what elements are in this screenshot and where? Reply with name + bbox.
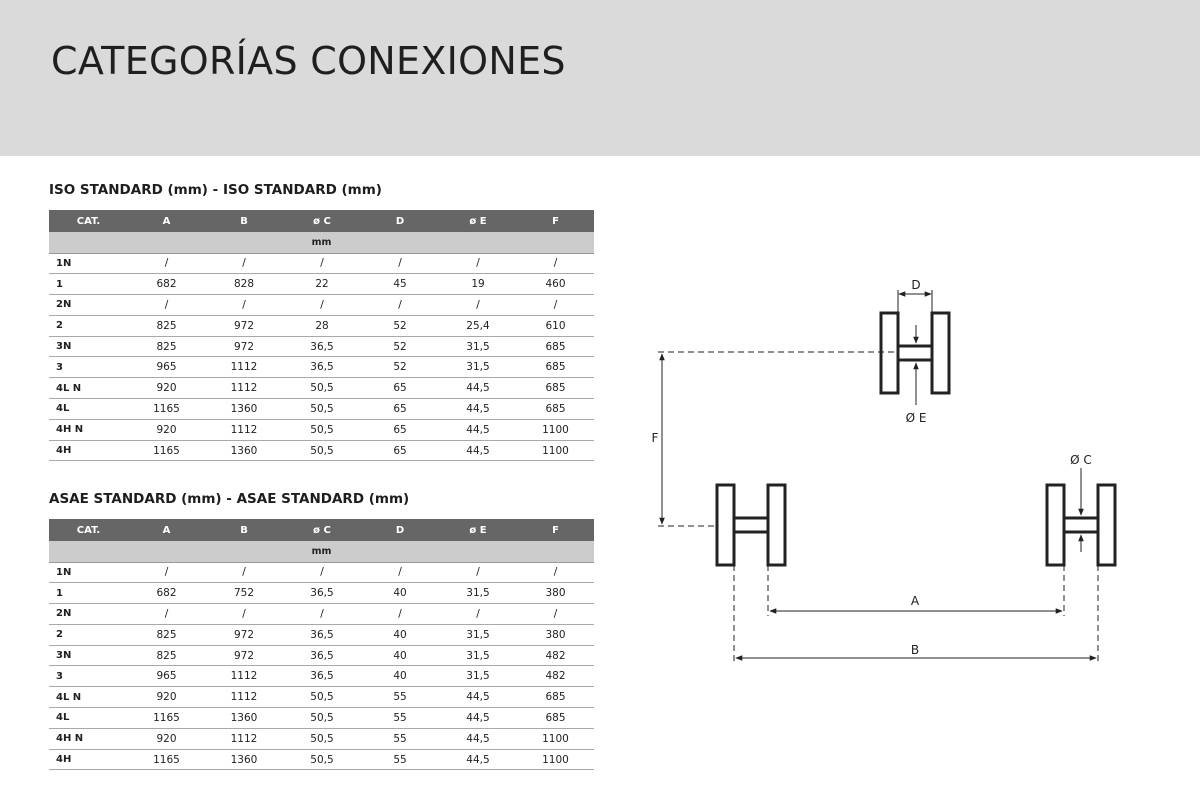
- value-cell: 40: [361, 645, 439, 666]
- value-cell: 828: [205, 274, 283, 295]
- category-cell: 4L: [49, 708, 128, 729]
- category-cell: 1N: [49, 253, 128, 274]
- top-right-pin: [932, 313, 949, 393]
- value-cell: /: [439, 604, 517, 625]
- value-cell: /: [283, 295, 361, 316]
- iso-header-row: [49, 210, 594, 232]
- value-cell: 40: [361, 624, 439, 645]
- value-cell: /: [439, 562, 517, 583]
- value-cell: 50,5: [283, 728, 361, 749]
- value-cell: 44,5: [439, 440, 517, 461]
- dimension-a-label: A: [910, 594, 920, 608]
- value-cell: 50,5: [283, 687, 361, 708]
- value-cell: 22: [283, 274, 361, 295]
- value-cell: 1165: [128, 708, 205, 729]
- top-pin-assembly: [881, 313, 949, 393]
- bottom-left-connector: [734, 518, 768, 532]
- bottom-right-inner-pin: [1047, 485, 1064, 565]
- value-cell: 44,5: [439, 749, 517, 770]
- value-cell: 31,5: [439, 583, 517, 604]
- top-left-pin: [881, 313, 898, 393]
- value-cell: 1112: [205, 378, 283, 399]
- dimension-d: [898, 290, 932, 313]
- value-cell: /: [128, 295, 205, 316]
- category-cell: 1N: [49, 562, 128, 583]
- category-cell: 4L: [49, 399, 128, 420]
- table-row: [49, 749, 594, 770]
- value-cell: 1100: [517, 419, 594, 440]
- asae-column-header: CAT.: [49, 519, 128, 541]
- value-cell: 19: [439, 274, 517, 295]
- bottom-left-pin-assembly: [717, 485, 785, 565]
- value-cell: 31,5: [439, 357, 517, 378]
- iso-unit-row: [49, 232, 594, 253]
- value-cell: /: [205, 295, 283, 316]
- value-cell: /: [283, 253, 361, 274]
- value-cell: 44,5: [439, 399, 517, 420]
- hitch-dimension-diagram: [640, 270, 1150, 680]
- category-cell: 2N: [49, 604, 128, 625]
- iso-unit-label: mm: [49, 232, 594, 253]
- category-cell: 2: [49, 624, 128, 645]
- value-cell: 1165: [128, 399, 205, 420]
- category-cell: 3N: [49, 336, 128, 357]
- value-cell: 65: [361, 399, 439, 420]
- value-cell: 40: [361, 666, 439, 687]
- value-cell: 50,5: [283, 749, 361, 770]
- value-cell: 1165: [128, 440, 205, 461]
- dimension-d-label: D: [911, 278, 921, 292]
- category-cell: 3: [49, 666, 128, 687]
- value-cell: 50,5: [283, 440, 361, 461]
- value-cell: 55: [361, 708, 439, 729]
- value-cell: 972: [205, 315, 283, 336]
- value-cell: 50,5: [283, 708, 361, 729]
- top-connector: [898, 346, 932, 360]
- value-cell: 45: [361, 274, 439, 295]
- table-row: [49, 253, 594, 274]
- value-cell: 920: [128, 728, 205, 749]
- iso-column-header: A: [128, 210, 205, 232]
- value-cell: /: [439, 253, 517, 274]
- value-cell: 825: [128, 336, 205, 357]
- value-cell: 685: [517, 708, 594, 729]
- value-cell: /: [361, 604, 439, 625]
- value-cell: 36,5: [283, 624, 361, 645]
- table-row: [49, 624, 594, 645]
- value-cell: /: [283, 604, 361, 625]
- bottom-right-outer-pin: [1098, 485, 1115, 565]
- dimension-b-label: B: [910, 643, 920, 657]
- value-cell: 1112: [205, 728, 283, 749]
- value-cell: 972: [205, 336, 283, 357]
- value-cell: /: [205, 604, 283, 625]
- category-cell: 1: [49, 583, 128, 604]
- value-cell: 55: [361, 728, 439, 749]
- table-row: [49, 378, 594, 399]
- iso-column-header: ø C: [283, 210, 361, 232]
- category-cell: 4L N: [49, 378, 128, 399]
- dimension-f-label: F: [651, 431, 659, 445]
- table-row: [49, 687, 594, 708]
- asae-header-row: [49, 519, 594, 541]
- value-cell: /: [517, 253, 594, 274]
- value-cell: 965: [128, 666, 205, 687]
- iso-column-header: F: [517, 210, 594, 232]
- value-cell: 52: [361, 315, 439, 336]
- table-row: [49, 645, 594, 666]
- value-cell: 31,5: [439, 645, 517, 666]
- value-cell: 825: [128, 645, 205, 666]
- value-cell: 65: [361, 419, 439, 440]
- value-cell: 31,5: [439, 624, 517, 645]
- value-cell: /: [439, 295, 517, 316]
- iso-column-header: D: [361, 210, 439, 232]
- value-cell: /: [517, 604, 594, 625]
- table-row: [49, 666, 594, 687]
- iso-column-header: CAT.: [49, 210, 128, 232]
- value-cell: /: [361, 253, 439, 274]
- iso-table-body: [49, 232, 594, 461]
- value-cell: 1100: [517, 440, 594, 461]
- value-cell: 1100: [517, 749, 594, 770]
- category-cell: 4L N: [49, 687, 128, 708]
- value-cell: 1360: [205, 399, 283, 420]
- asae-section: [49, 491, 594, 770]
- value-cell: 36,5: [283, 645, 361, 666]
- value-cell: 920: [128, 687, 205, 708]
- value-cell: 972: [205, 645, 283, 666]
- value-cell: 610: [517, 315, 594, 336]
- asae-column-header: ø C: [283, 519, 361, 541]
- category-cell: 2: [49, 315, 128, 336]
- table-row: [49, 399, 594, 420]
- iso-table: [49, 210, 594, 461]
- value-cell: 1112: [205, 666, 283, 687]
- category-cell: 3: [49, 357, 128, 378]
- value-cell: 685: [517, 336, 594, 357]
- value-cell: 965: [128, 357, 205, 378]
- table-row: [49, 708, 594, 729]
- value-cell: 1112: [205, 419, 283, 440]
- value-cell: 920: [128, 378, 205, 399]
- table-row: [49, 604, 594, 625]
- value-cell: 1165: [128, 749, 205, 770]
- asae-table-title: ASAE STANDARD (mm) - ASAE STANDARD (mm): [49, 491, 410, 507]
- value-cell: /: [205, 562, 283, 583]
- dimension-c-label: Ø C: [1070, 453, 1092, 467]
- value-cell: 752: [205, 583, 283, 604]
- value-cell: /: [517, 562, 594, 583]
- value-cell: 1112: [205, 357, 283, 378]
- value-cell: /: [128, 562, 205, 583]
- value-cell: 920: [128, 419, 205, 440]
- asae-unit-row: [49, 541, 594, 562]
- value-cell: 65: [361, 440, 439, 461]
- table-row: [49, 419, 594, 440]
- asae-column-header: D: [361, 519, 439, 541]
- asae-column-header: A: [128, 519, 205, 541]
- asae-unit-label: mm: [49, 541, 594, 562]
- iso-column-header: B: [205, 210, 283, 232]
- value-cell: 825: [128, 315, 205, 336]
- asae-column-header: ø E: [439, 519, 517, 541]
- page-header: [0, 0, 1200, 156]
- table-row: [49, 274, 594, 295]
- table-row: [49, 440, 594, 461]
- category-cell: 3N: [49, 645, 128, 666]
- value-cell: 1360: [205, 440, 283, 461]
- bottom-left-inner-pin: [768, 485, 785, 565]
- table-row: [49, 295, 594, 316]
- iso-table-title: ISO STANDARD (mm) - ISO STANDARD (mm): [49, 182, 382, 198]
- category-cell: 4H: [49, 440, 128, 461]
- page-title: CATEGORÍAS CONEXIONES: [51, 39, 566, 83]
- value-cell: 44,5: [439, 378, 517, 399]
- value-cell: 55: [361, 749, 439, 770]
- table-row: [49, 728, 594, 749]
- value-cell: /: [283, 562, 361, 583]
- value-cell: 972: [205, 624, 283, 645]
- table-row: [49, 583, 594, 604]
- value-cell: /: [205, 253, 283, 274]
- value-cell: 685: [517, 687, 594, 708]
- value-cell: 36,5: [283, 583, 361, 604]
- asae-table-body: [49, 541, 594, 770]
- value-cell: 1360: [205, 749, 283, 770]
- table-row: [49, 562, 594, 583]
- value-cell: /: [361, 562, 439, 583]
- value-cell: 50,5: [283, 419, 361, 440]
- value-cell: /: [361, 295, 439, 316]
- asae-column-header: B: [205, 519, 283, 541]
- value-cell: 682: [128, 274, 205, 295]
- value-cell: 1100: [517, 728, 594, 749]
- asae-table: [49, 519, 594, 770]
- value-cell: 380: [517, 624, 594, 645]
- value-cell: 825: [128, 624, 205, 645]
- value-cell: 36,5: [283, 336, 361, 357]
- bottom-right-connector: [1064, 518, 1098, 532]
- category-cell: 1: [49, 274, 128, 295]
- asae-column-header: F: [517, 519, 594, 541]
- value-cell: 65: [361, 378, 439, 399]
- value-cell: 44,5: [439, 419, 517, 440]
- value-cell: 44,5: [439, 687, 517, 708]
- value-cell: 25,4: [439, 315, 517, 336]
- category-cell: 4H N: [49, 419, 128, 440]
- value-cell: 685: [517, 378, 594, 399]
- value-cell: 1360: [205, 708, 283, 729]
- value-cell: 460: [517, 274, 594, 295]
- value-cell: 380: [517, 583, 594, 604]
- value-cell: 31,5: [439, 336, 517, 357]
- value-cell: 40: [361, 583, 439, 604]
- value-cell: 682: [128, 583, 205, 604]
- iso-section: [49, 182, 594, 461]
- bottom-left-outer-pin: [717, 485, 734, 565]
- value-cell: 31,5: [439, 666, 517, 687]
- value-cell: 482: [517, 666, 594, 687]
- category-cell: 4H N: [49, 728, 128, 749]
- table-row: [49, 357, 594, 378]
- dimension-a: [768, 565, 1064, 616]
- table-row: [49, 315, 594, 336]
- value-cell: 36,5: [283, 666, 361, 687]
- value-cell: 44,5: [439, 728, 517, 749]
- value-cell: 50,5: [283, 399, 361, 420]
- value-cell: /: [517, 295, 594, 316]
- value-cell: 685: [517, 399, 594, 420]
- value-cell: 36,5: [283, 357, 361, 378]
- value-cell: 28: [283, 315, 361, 336]
- value-cell: 55: [361, 687, 439, 708]
- value-cell: 44,5: [439, 708, 517, 729]
- dimension-e-label: Ø E: [905, 411, 927, 425]
- value-cell: 685: [517, 357, 594, 378]
- value-cell: /: [128, 253, 205, 274]
- category-cell: 2N: [49, 295, 128, 316]
- value-cell: 482: [517, 645, 594, 666]
- value-cell: 50,5: [283, 378, 361, 399]
- value-cell: /: [128, 604, 205, 625]
- iso-column-header: ø E: [439, 210, 517, 232]
- value-cell: 1112: [205, 687, 283, 708]
- value-cell: 52: [361, 336, 439, 357]
- category-cell: 4H: [49, 749, 128, 770]
- value-cell: 52: [361, 357, 439, 378]
- table-row: [49, 336, 594, 357]
